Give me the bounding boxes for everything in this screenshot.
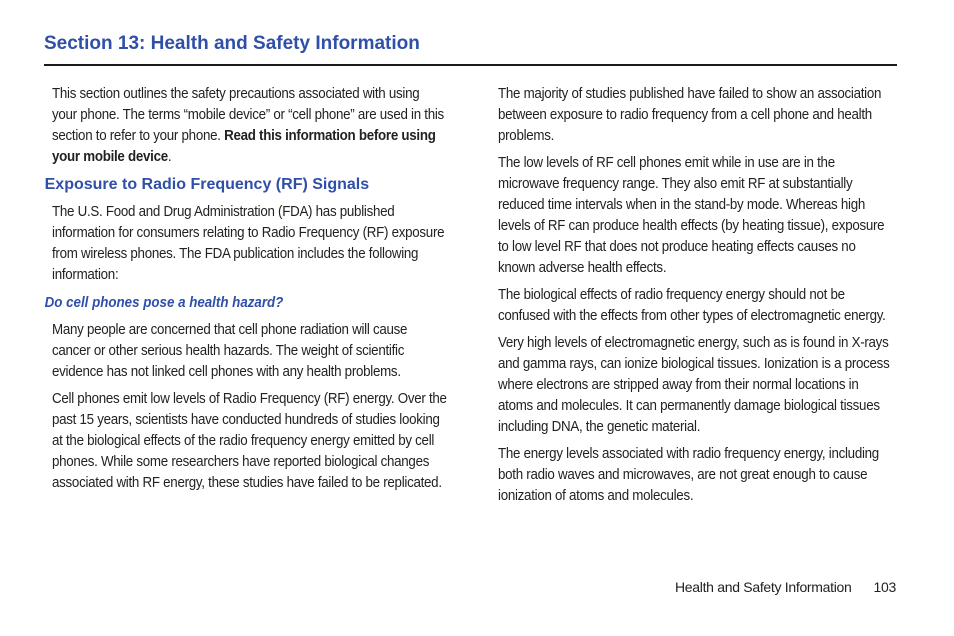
left-column	[44, 84, 448, 500]
intro-bold-warning: Read this information before using your mobile device	[52, 128, 436, 165]
very-high-paragraph: Very high levels of electromagnetic energy, such as is found in X-rays and gamma rays, can ionize biological tissues. Ionization is a process where electrons are stripped away from their normal locations in atoms and molecules. It can permanently damage biological tissues including DNA, the genetic material.	[498, 335, 890, 435]
page-title: Section 13: Health and Safety Information	[44, 33, 420, 54]
health-hazard-question: Do cell phones pose a health hazard?	[44, 295, 284, 311]
footer-label: Health and Safety Information	[675, 579, 852, 595]
page-footer	[675, 579, 896, 595]
right-column	[498, 84, 894, 513]
biological-paragraph: The biological effects of radio frequency energy should not be confused with the effects from other types of electromagnetic energy.	[498, 287, 886, 324]
intro-paragraph	[52, 84, 448, 168]
energy-levels-paragraph: The energy levels associated with radio frequency energy, including both radio waves and microwaves, are not great enough to cause ionization of atoms and molecules.	[498, 446, 879, 504]
intro-text: This section outlines the safety precautions associated with using your phone. The terms “mobile device” or “cell phone” are used in this section to refer to your phone.	[52, 86, 444, 144]
majority-paragraph: The majority of studies published have failed to show an association between exposure to radio frequency from a cell phone and health problems.	[498, 86, 882, 144]
rf-signals-heading: Exposure to Radio Frequency (RF) Signals	[44, 176, 370, 193]
title-divider	[44, 64, 897, 66]
page-number: 103	[873, 579, 896, 595]
intro-end: .	[167, 149, 172, 165]
concern-paragraph: Many people are concerned that cell phone radiation will cause cancer or other serious health hazards. The weight of scientific evidence has not linked cell phones with any health problems.	[52, 322, 408, 380]
fda-paragraph: The U.S. Food and Drug Administration (FDA) has published information for consumers relating to Radio Frequency (RF) exposure from wireless phones. The FDA publication includes the following information:	[52, 204, 445, 283]
rf-levels-paragraph: The low levels of RF cell phones emit while in use are in the microwave frequency range. They also emit RF at substantially reduced time intervals when in the stand-by mode. Whereas high levels of RF can produce health effects (by heating tissue), exposure to low level RF that does not produce heating effects causes no known adverse health effects.	[498, 155, 885, 276]
low-levels-paragraph: Cell phones emit low levels of Radio Frequency (RF) energy. Over the past 15 years, scientists have conducted hundreds of studies looking at the biological effects of the radio frequency energy emitted by cell phones. While some researchers have reported biological changes associated with RF energy, these studies have failed to be replicated.	[52, 391, 447, 491]
